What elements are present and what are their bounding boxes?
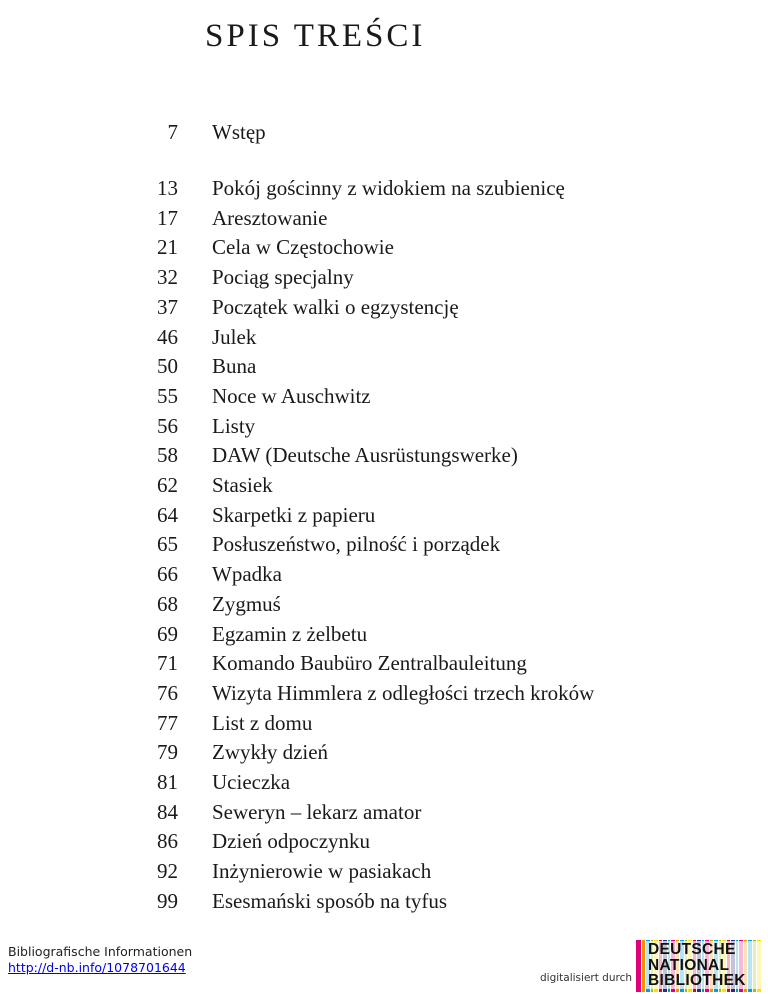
toc-page-number: 17 (157, 205, 178, 230)
toc-entry (0, 262, 768, 292)
toc-entry (0, 117, 768, 147)
toc-page-number: 55 (157, 383, 178, 408)
digitized-by-label: digitalisiert durch (540, 972, 633, 984)
bib-label: Bibliografische Informationen (8, 944, 193, 959)
toc-page-number: 66 (157, 562, 178, 587)
toc-page-number: 32 (157, 265, 178, 290)
toc-page-number: 7 (167, 120, 178, 144)
toc-page-number: 64 (157, 502, 178, 527)
toc-entry-title: Wpadka (212, 562, 282, 587)
toc-entry-title: Julek (212, 324, 257, 349)
toc-page-number: 37 (157, 294, 178, 319)
toc-entry (0, 381, 768, 411)
toc-page-number: 71 (157, 651, 178, 676)
dnb-logo-text (648, 942, 746, 989)
toc-entry (0, 203, 768, 233)
toc-entry-title: Noce w Auschwitz (212, 383, 371, 408)
toc-page-number: 62 (157, 473, 178, 497)
toc-page-number: 69 (157, 621, 178, 646)
toc-entry-title: Aresztowanie (212, 205, 328, 230)
bibliographic-info (8, 944, 192, 976)
toc-page-number: 86 (157, 829, 178, 854)
toc-entry-title: Komando Baubüro Zentralbauleitung (212, 651, 527, 676)
toc-entry (0, 826, 768, 856)
toc-entry-title: Ucieczka (212, 770, 291, 794)
toc-page-number: 50 (157, 354, 178, 379)
toc-page-number: 68 (157, 591, 178, 616)
toc-entry (0, 619, 768, 649)
toc-entry-title: Pociąg specjalny (212, 265, 354, 290)
toc-entry (0, 411, 768, 441)
dnb-logo (636, 940, 764, 992)
dnb-logo-line3: BIBLIOTHEK (648, 972, 746, 989)
toc-entry-title: Wstęp (212, 120, 266, 144)
toc-page-number: 13 (157, 176, 178, 200)
toc-entry (0, 232, 768, 262)
toc-entry-title: Wizyta Himmlera z odległości trzech kroków (212, 680, 595, 705)
toc-entry (0, 678, 768, 708)
toc-page-number: 65 (157, 532, 178, 557)
toc-entry-title: Początek walki o egzystencję (212, 294, 459, 319)
dnb-logo-line2: NATIONAL (648, 956, 730, 974)
toc-entry-title: Inżynierowie w pasiakach (212, 859, 432, 884)
toc-entry (0, 648, 768, 678)
toc-page-number: 77 (157, 710, 178, 735)
toc-entry (0, 767, 768, 797)
toc-entry (0, 529, 768, 559)
toc-entry-title: Listy (212, 413, 256, 438)
toc-entry (0, 856, 768, 886)
toc-entry (0, 797, 768, 827)
toc-entry-title: Pokój gościnny z widokiem na szubienicę (212, 176, 565, 200)
toc-page-number: 92 (157, 859, 178, 884)
toc-page-number: 56 (157, 413, 178, 438)
dnb-logo-line1: DEUTSCHE (648, 941, 736, 958)
toc-page-number: 99 (157, 888, 178, 913)
toc-entry-title: Zygmuś (212, 591, 281, 616)
toc-entry (0, 559, 768, 589)
toc-entry-title: Dzień odpoczynku (212, 829, 371, 854)
toc-entry-title: Esesmański sposób na tyfus (212, 888, 448, 913)
toc-entry-title: Posłuszeństwo, pilność i porządek (212, 532, 501, 557)
toc-entry (0, 440, 768, 470)
toc-entry (0, 292, 768, 322)
toc-entry-title: Seweryn – lekarz amator (212, 799, 422, 824)
toc-entry-title: DAW (Deutsche Ausrüstungswerke) (212, 443, 518, 468)
bib-link[interactable]: http://d-nb.info/1078701644 (8, 960, 186, 975)
toc-page-number: 21 (157, 235, 178, 260)
toc-page-number: 81 (157, 770, 178, 794)
toc-entry-title: Stasiek (212, 473, 273, 497)
toc-page-number: 76 (157, 680, 178, 705)
toc-entry (0, 589, 768, 619)
toc-entry (0, 737, 768, 767)
toc-entry (0, 351, 768, 381)
toc-entry (0, 708, 768, 738)
page-title: SPIS TREŚCI (205, 18, 426, 54)
toc-page-number: 84 (157, 799, 178, 824)
toc-page-number: 46 (157, 324, 178, 349)
toc-page-number: 79 (157, 740, 178, 765)
toc-entry (0, 470, 768, 500)
toc-entry-title: Cela w Częstochowie (212, 235, 394, 260)
toc-entry-title: Skarpetki z papieru (212, 502, 376, 527)
toc-entry (0, 886, 768, 916)
toc-entry-title: Egzamin z żelbetu (212, 621, 368, 646)
toc-entry (0, 322, 768, 352)
toc-entry-title: List z domu (212, 710, 313, 735)
toc-entry (0, 500, 768, 530)
toc-page-number: 58 (157, 443, 178, 468)
toc-entry-title: Buna (212, 354, 257, 379)
toc-entry (0, 173, 768, 203)
toc-entry-title: Zwykły dzień (212, 740, 329, 765)
